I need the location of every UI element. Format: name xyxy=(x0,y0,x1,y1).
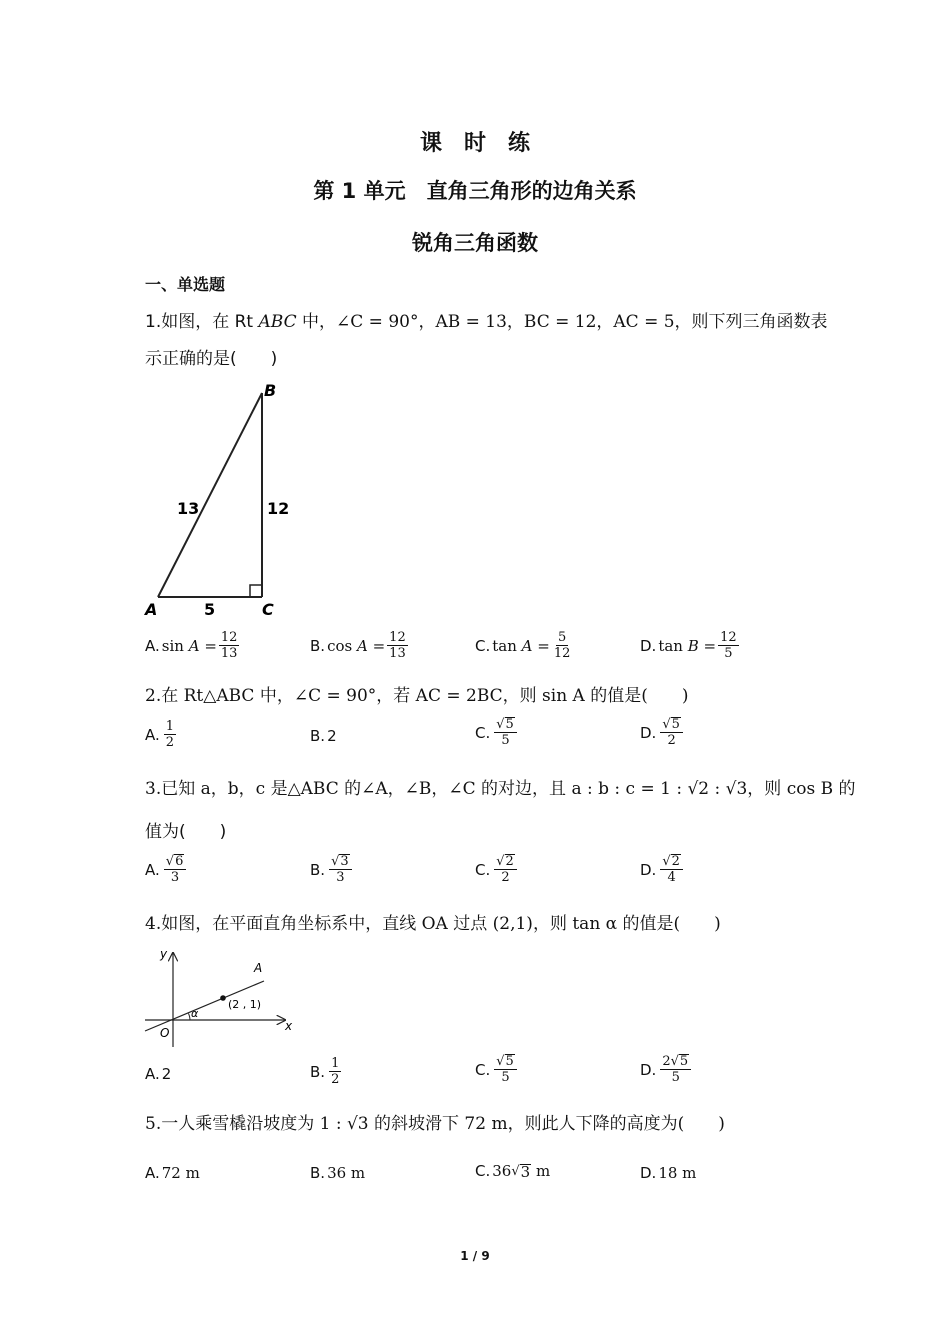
denominator: 3 xyxy=(336,870,345,885)
numerator: 5 xyxy=(671,717,680,732)
question-2-text: 2.在 Rt△ABC 中，∠C = 90°，若 AC = 2BC，则 sin A 的值是( ) xyxy=(145,686,689,706)
option-label: C. xyxy=(475,1162,491,1180)
q5-option-a[interactable] xyxy=(145,1164,200,1182)
numerator: 5 xyxy=(679,1054,689,1069)
q3-option-d[interactable] xyxy=(640,854,685,885)
coefficient: 36 xyxy=(492,1162,512,1180)
side-ab xyxy=(158,393,262,597)
vertex-a-label: A xyxy=(145,600,158,619)
option-label: C. xyxy=(475,636,491,655)
numerator: 2 xyxy=(671,854,680,869)
numerator: 5 xyxy=(505,717,514,732)
numerator: 6 xyxy=(175,854,184,869)
lesson-title: 锐角三角函数 xyxy=(412,231,538,255)
q1-option-d[interactable]: D. tan B = $\frac{12}{5}$ xyxy=(640,630,737,661)
sqrt: √ 2 xyxy=(662,854,680,869)
sqrt: √ 2 xyxy=(496,854,514,869)
vertex-b-label: B xyxy=(264,381,277,400)
fraction xyxy=(494,717,517,748)
q4-option-d[interactable] xyxy=(640,1054,693,1085)
denominator: 13 xyxy=(220,646,238,661)
q2-option-c[interactable] xyxy=(475,717,519,748)
q1-text-c: 中，∠C = 90°，AB = 13，BC = 12，AC = 5，则下列三角函数表 xyxy=(302,312,828,332)
question-3-line-1: 3.已知 a，b，c 是△ABC 的∠A，∠B，∠C 的对边，且 a : b : c = 1 : √2 : √3，则 cos B 的 xyxy=(145,779,856,799)
radicand: 3 xyxy=(520,1162,531,1181)
q2-option-d[interactable] xyxy=(640,717,685,748)
fn-name: tan xyxy=(658,636,683,655)
coordinate-figure xyxy=(140,945,300,1050)
fraction xyxy=(552,630,573,661)
q5-option-d[interactable] xyxy=(640,1164,696,1182)
right-angle-mark xyxy=(250,585,262,597)
fraction xyxy=(660,717,683,748)
option-label: D. xyxy=(640,860,657,879)
denominator: 2 xyxy=(501,870,510,885)
fn-var: B xyxy=(687,636,699,655)
denominator: 2 xyxy=(667,733,676,748)
option-value: 36 m xyxy=(327,1164,366,1182)
denominator: 2 xyxy=(165,735,175,750)
numerator: 12 xyxy=(389,630,406,645)
fraction xyxy=(164,719,176,750)
question-1-line-1 xyxy=(145,310,828,334)
sqrt: √ 5 xyxy=(496,717,514,732)
sqrt: √ 5 xyxy=(662,717,680,732)
q3-option-c[interactable] xyxy=(475,854,519,885)
numerator: 1 xyxy=(165,719,175,734)
coefficient: 2 xyxy=(662,1054,671,1069)
q1-option-c[interactable]: C. tan A = $\frac{5}{12}$ xyxy=(475,630,571,661)
triangle-figure xyxy=(140,375,300,625)
option-label: B. xyxy=(310,860,326,879)
fraction xyxy=(329,854,352,885)
fn-name: tan xyxy=(492,636,517,655)
denominator: 5 xyxy=(671,1070,680,1085)
q1-option-a[interactable]: A. sin A = $\frac{12}{13}$ xyxy=(145,630,238,661)
numerator: 1 xyxy=(331,1056,340,1071)
option-label: C. xyxy=(475,1060,491,1079)
fn-var: A xyxy=(356,636,368,655)
fraction xyxy=(660,854,683,885)
sqrt: √ 3 xyxy=(331,854,349,869)
q1-text-b: ABC xyxy=(258,312,297,332)
option-label: A. xyxy=(145,1065,160,1083)
fraction xyxy=(494,854,517,885)
option-label: D. xyxy=(640,1164,657,1182)
side-ac-label: 5 xyxy=(204,600,216,619)
option-value: 2 xyxy=(161,1065,172,1083)
denominator: 5 xyxy=(724,646,733,661)
numerator: 3 xyxy=(340,854,349,869)
q1-text-a: 1.如图，在 Rt xyxy=(145,312,254,332)
option-label: D. xyxy=(640,723,657,742)
option-label: A. xyxy=(145,636,160,655)
q2-option-a[interactable] xyxy=(145,719,178,750)
option-label: B. xyxy=(310,1164,326,1182)
numerator: 12 xyxy=(220,630,238,645)
option-value: 72 m xyxy=(161,1164,200,1182)
option-value: 2 xyxy=(327,727,337,745)
q4-option-c[interactable] xyxy=(475,1054,519,1085)
unit: m xyxy=(535,1162,551,1180)
denominator: 5 xyxy=(501,1070,510,1085)
option-value: 18 m xyxy=(658,1164,697,1182)
option-label: B. xyxy=(310,727,326,745)
section-heading: 一、单选题 xyxy=(145,275,226,294)
denominator: 12 xyxy=(553,646,571,661)
q3-option-a[interactable] xyxy=(145,854,188,885)
question-1-line-2: 示正确的是( ) xyxy=(145,349,278,369)
denominator: 2 xyxy=(331,1072,340,1087)
sqrt: √ 3 xyxy=(511,1162,531,1181)
unit-title: 第 1 单元 直角三角形的边角关系 xyxy=(313,179,637,203)
option-label: D. xyxy=(640,636,657,655)
q4-option-a[interactable] xyxy=(145,1065,171,1083)
side-ab-label: 13 xyxy=(177,499,200,518)
alpha-label: α xyxy=(191,1007,199,1020)
fraction xyxy=(387,630,408,661)
q3-option-b[interactable] xyxy=(310,854,354,885)
denominator: 13 xyxy=(389,646,406,661)
denominator: 5 xyxy=(501,733,510,748)
fraction xyxy=(660,1054,691,1085)
sqrt: √ 6 xyxy=(165,854,184,869)
q1-option-b[interactable]: B. cos A = $\frac{12}{13}$ xyxy=(310,630,406,661)
fn-name: sin xyxy=(161,636,184,655)
option-label: A. xyxy=(145,1164,160,1182)
numerator: 5 xyxy=(557,630,567,645)
angle-arc xyxy=(189,1014,191,1021)
fraction xyxy=(494,1054,517,1085)
option-label: D. xyxy=(640,1060,657,1079)
page-title: 课 时 练 xyxy=(419,131,530,156)
point-2-1 xyxy=(220,995,226,1001)
fraction xyxy=(219,630,240,661)
fraction xyxy=(718,630,739,661)
fn-var: A xyxy=(188,636,200,655)
page-number: 1 / 9 xyxy=(460,1249,490,1263)
fraction xyxy=(164,854,187,885)
sqrt: √ 5 xyxy=(670,1054,689,1069)
q2-option-b[interactable] xyxy=(310,727,337,745)
option-label: B. xyxy=(310,1062,326,1081)
vertex-c-label: C xyxy=(262,600,274,619)
numerator: 12 xyxy=(720,630,737,645)
point-a-label: A xyxy=(254,961,263,975)
question-3-line-2: 值为( ) xyxy=(145,822,227,842)
fn-var: A xyxy=(521,636,533,655)
q4-option-b[interactable] xyxy=(310,1056,343,1087)
option-label: C. xyxy=(475,860,491,879)
q5-option-b[interactable] xyxy=(310,1164,365,1182)
option-label: C. xyxy=(475,723,491,742)
fn-name: cos xyxy=(327,636,353,655)
sqrt: √ 5 xyxy=(496,1054,514,1069)
origin-label: O xyxy=(160,1026,170,1040)
question-5-text: 5.一人乘雪橇沿坡度为 1 : √3 的斜坡滑下 72 m，则此人下降的高度为( ) xyxy=(145,1114,725,1134)
denominator: 4 xyxy=(667,870,676,885)
option-label: A. xyxy=(145,725,160,744)
numerator: 2 xyxy=(505,854,514,869)
q5-option-c[interactable] xyxy=(475,1162,550,1180)
x-axis-label: x xyxy=(285,1019,293,1033)
fraction xyxy=(329,1056,341,1087)
question-4-text: 4.如图，在平面直角坐标系中，直线 OA 过点 (2,1)，则 tan α 的值是( ) xyxy=(145,914,721,934)
y-axis-label: y xyxy=(160,947,168,961)
side-bc-label: 12 xyxy=(267,499,290,518)
denominator: 3 xyxy=(170,870,180,885)
option-label: A. xyxy=(145,860,160,879)
point-coordinate-label: (2 , 1) xyxy=(228,998,262,1011)
numerator: 5 xyxy=(505,1054,514,1069)
option-label: B. xyxy=(310,636,326,655)
